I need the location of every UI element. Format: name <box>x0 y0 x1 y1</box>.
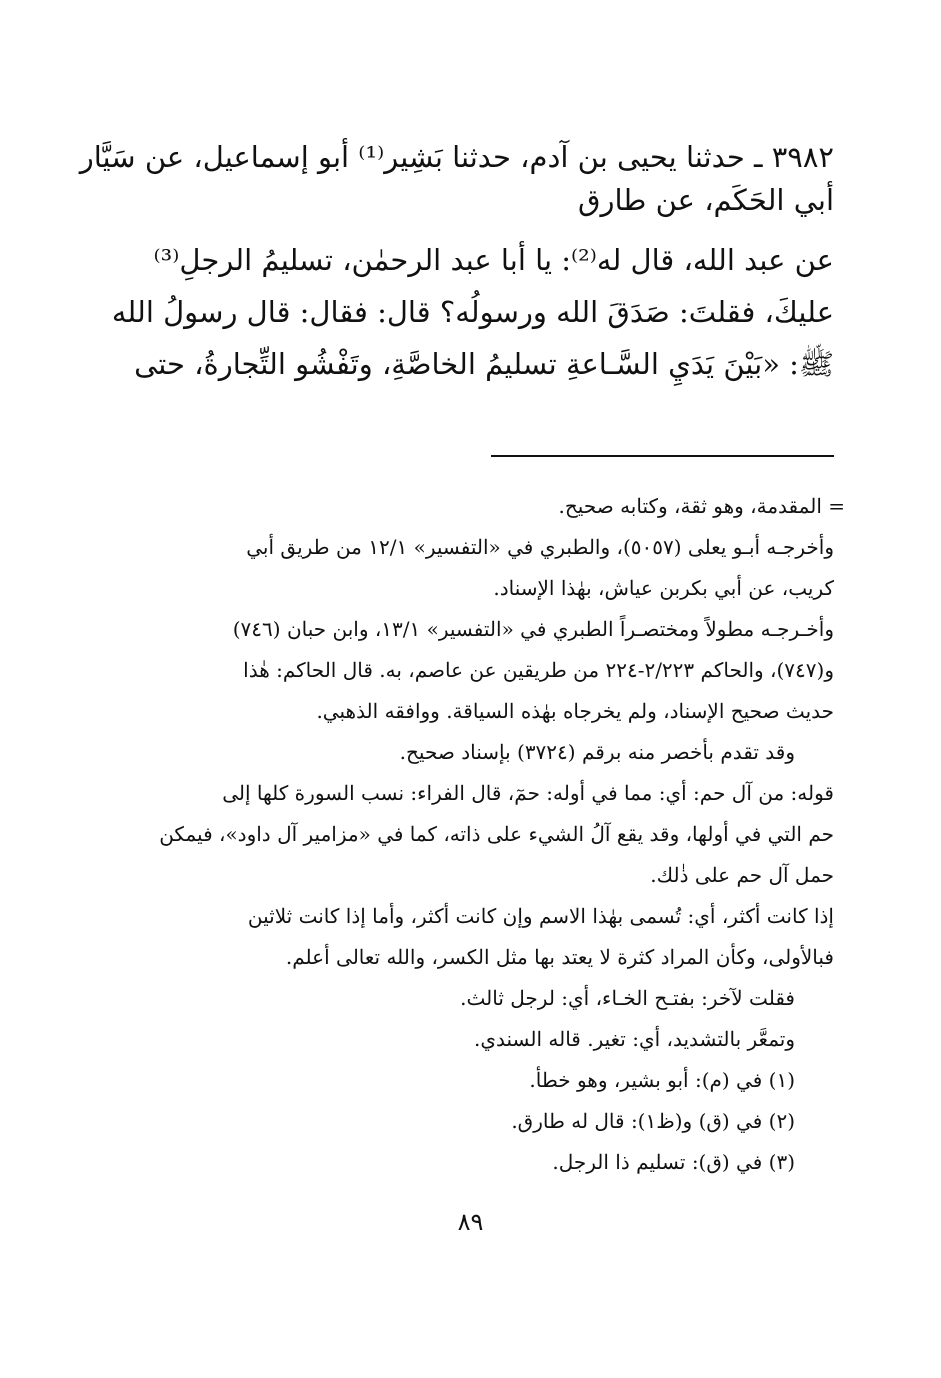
footnote-line: حديث صحيح الإسناد، ولم يخرجاه بهٰذه السياقة. ووافقه الذهبي. <box>316 699 834 723</box>
footnote-line: = المقدمة، وهو ثقة، وكتابه صحيح. <box>558 494 845 518</box>
footnote-line: حم التي في أولها، وقد يقع آلُ الشيء على ذاته، كما في «مزامير آل داود»، فيمكن <box>159 822 834 846</box>
hadith-line: أبي الحَكَم، عن طارق <box>577 183 834 217</box>
footnote-line: وأخـرجـه مطولاً ومختصـراً الطبري في «التفسير» ١٣/١، وابن حبان (٧٤٦) <box>232 617 834 641</box>
footnote-line: إذا كانت أكثر، أي: تُسمى بهٰذا الاسم وإن كانت أكثر، وأما إذا كانت ثلاثين <box>247 904 834 928</box>
footnote-divider <box>491 455 834 457</box>
hadith-line: ٣٩٨٢ ـ حدثنا يحيى بن آدم، حدثنا بَشِير⁽¹⁾ أبو إسماعيل، عن سَيَّار <box>79 140 834 174</box>
footnote-line: كريب، عن أبي بكربن عياش، بهٰذا الإسناد. <box>493 576 834 600</box>
footnote-line: قوله: من آل حم: أي: مما في أوله: حمٓ، قال الفراء: نسب السورة كلها إلى <box>222 781 834 805</box>
page-number: ٨٩ <box>457 1208 484 1236</box>
footnote-line: (٣) في (ق): تسليم ذا الرجل. <box>552 1150 795 1174</box>
footnote-line: (١) في (م): أبو بشير، وهو خطأ. <box>529 1068 795 1092</box>
footnote-line: فقلت لآخر: بفتـح الخـاء، أي: لرجل ثالث. <box>460 986 795 1010</box>
footnote-line: وتمعَّر بالتشديد، أي: تغير. قاله السندي. <box>473 1027 795 1051</box>
hadith-line: ﷺ: «بَيْنَ يَدَيِ السَّـاعةِ تسليمُ الخاصَّةِ، وتَفْشُو التِّجارةُ، حتى <box>134 347 834 381</box>
footnote-line: فبالأولى، وكأن المراد كثرة لا يعتد بها مثل الكسر، والله تعالى أعلم. <box>285 945 834 969</box>
footnote-line: وأخرجـه أبـو يعلى (٥٠٥٧)، والطبري في «التفسير» ١٢/١ من طريق أبي <box>246 535 834 559</box>
hadith-line: عن عبد الله، قال له⁽²⁾: يا أبا عبد الرحمٰن، تسليمُ الرجلِ⁽³⁾ <box>153 243 834 277</box>
footnote-line: (٢) في (ق) و(ظ١): قال له طارق. <box>511 1109 795 1133</box>
footnote-line: حمل آل حم على ذٰلك. <box>650 863 834 887</box>
footnote-line: وقد تقدم بأخصر منه برقم (٣٧٢٤) بإسناد صحيح. <box>399 740 795 764</box>
hadith-line: عليكَ، فقلتَ: صَدَقَ الله ورسولُه؟ قال: فقال: قال رسولُ الله <box>111 295 834 329</box>
footnote-line: و(٧٤٧)، والحاكم ٢/٢٢٣-٢٢٤ من طريقين عن عاصم، به. قال الحاكم: هٰذا <box>243 658 834 682</box>
